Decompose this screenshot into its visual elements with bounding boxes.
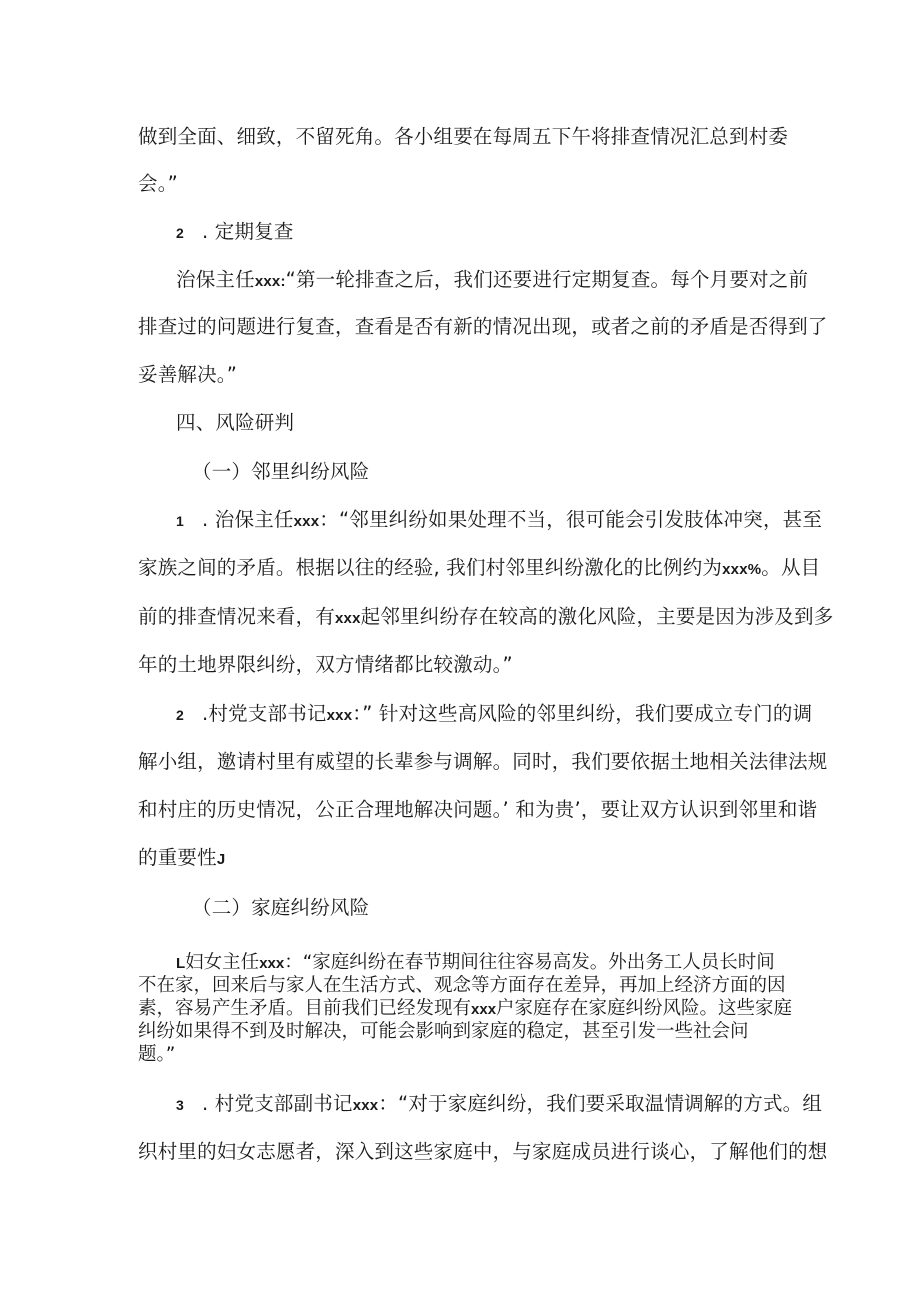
text-run: ：” 针对这些高风险的邻里纠纷，我们要成立专门的调: [352, 702, 813, 725]
text-run: ：“家庭纠纷在春节期间往往容易高发。外出务工人员长时间: [284, 952, 775, 973]
text-run: 织村里的妇女志愿者，深入到这些家庭中，与家庭成员进行谈心，了解他们的想: [138, 1140, 828, 1163]
paragraph-line: [138, 1044, 175, 1065]
text-run: ：“对于家庭纠纷，我们要采取温情调解的方式。组: [378, 1092, 823, 1115]
text-run: 素，容易产生矛盾。目前我们已经发现有: [138, 998, 472, 1019]
paragraph-line: [138, 798, 817, 822]
paragraph-line: [138, 975, 786, 996]
text-run: 题。”: [138, 1044, 176, 1065]
paragraph-line: [138, 1140, 828, 1164]
subsection-heading-1: [192, 460, 369, 484]
heading-text: （一）邻里纠纷风险: [192, 460, 370, 483]
item-number: 2: [176, 707, 184, 723]
paragraph-line: [138, 750, 828, 774]
text-run: 。从目: [761, 556, 821, 579]
text-run: 做到全面、细致，不留死角。各小组要在每周五下午将排查情况汇总到村委: [138, 125, 789, 148]
heading-text: 四、风险研判: [176, 411, 295, 434]
text-run: 排查过的问题进行复查，查看是否有新的情况出现，或者之前的矛盾是否得到了: [138, 315, 828, 338]
placeholder-name: xxx: [326, 707, 353, 724]
subsection-heading-2: [192, 896, 369, 920]
text-run: 户家庭存在家庭纠纷风险。这些家庭: [496, 998, 793, 1019]
paragraph-line: [176, 952, 775, 974]
body-line: [138, 172, 178, 196]
item-number: 3: [176, 1097, 184, 1113]
paragraph-line: [138, 605, 833, 631]
item-number: 1: [176, 513, 184, 529]
paragraph-line: [176, 508, 822, 534]
placeholder-value: xxx: [471, 1001, 497, 1018]
heading-text: （二）家庭纠纷风险: [192, 896, 370, 919]
text-run: 会。”: [138, 172, 178, 195]
heading-text: . 定期复查: [202, 220, 294, 243]
placeholder-name: xxx: [293, 513, 320, 530]
text-run: .村党支部书记: [202, 702, 327, 725]
text-run: 的重要性: [138, 846, 217, 869]
text-run: 纠纷如果得不到及时解决，可能会影响到家庭的稳定，甚至引发一些社会问: [138, 1021, 749, 1042]
text-run: 妥善解决。”: [138, 363, 238, 386]
text-run: 年的土地界限纠纷，双方情绪都比较激动。”: [138, 653, 513, 676]
paragraph-line: [138, 653, 513, 677]
placeholder-name: xxx:: [254, 273, 286, 290]
item-number: 2: [176, 225, 184, 241]
placeholder-name: xxx: [259, 955, 285, 972]
placeholder-value: xxx%: [722, 561, 762, 578]
paragraph-line: [138, 998, 792, 1020]
paragraph-line: [176, 1092, 822, 1118]
item-marker: L: [176, 955, 186, 972]
paragraph-line: [176, 268, 808, 294]
text-run: 起邻里纠纷存在较高的激化风险，主要是因为涉及到多: [360, 605, 834, 628]
text-run: “第一轮排查之后，我们还要进行定期复查。每个月要对之前: [285, 268, 809, 291]
text-run: 和村庄的历史情况，公正合理地解决问题。’ 和为贵’，要让双方认识到邻里和谐: [138, 798, 818, 821]
paragraph-line: [176, 702, 812, 728]
body-line: [138, 125, 788, 149]
text-run: 解小组，邀请村里有威望的长辈参与调解。同时，我们要依据土地相关法律法规: [138, 750, 828, 773]
text-run: 家族之间的矛盾。根据以往的经验, 我们村邻里纠纷激化的比例约为: [138, 556, 723, 579]
text-run: . 村党支部副书记: [202, 1092, 353, 1115]
paragraph-line: [138, 846, 225, 872]
text-run: J: [216, 851, 226, 868]
placeholder-name: xxx: [352, 1097, 379, 1114]
text-run: 治保主任: [176, 268, 255, 291]
paragraph-line: [138, 556, 820, 582]
placeholder-value: xxx: [335, 610, 361, 627]
text-run: 不在家，回来后与家人在生活方式、观念等方面存在差异，再加上经济方面的因: [138, 975, 786, 996]
text-run: . 治保主任: [202, 508, 294, 531]
text-run: ：“邻里纠纷如果处理不当，很可能会引发肢体冲突，甚至: [319, 508, 823, 531]
text-run: 前的排查情况来看，有: [138, 605, 336, 628]
section-heading-4: [176, 411, 294, 435]
text-run: 妇女主任: [185, 952, 260, 973]
section-heading-2: [176, 220, 294, 245]
paragraph-line: [138, 1021, 749, 1042]
paragraph-line: [138, 315, 828, 339]
paragraph-line: [138, 363, 237, 387]
